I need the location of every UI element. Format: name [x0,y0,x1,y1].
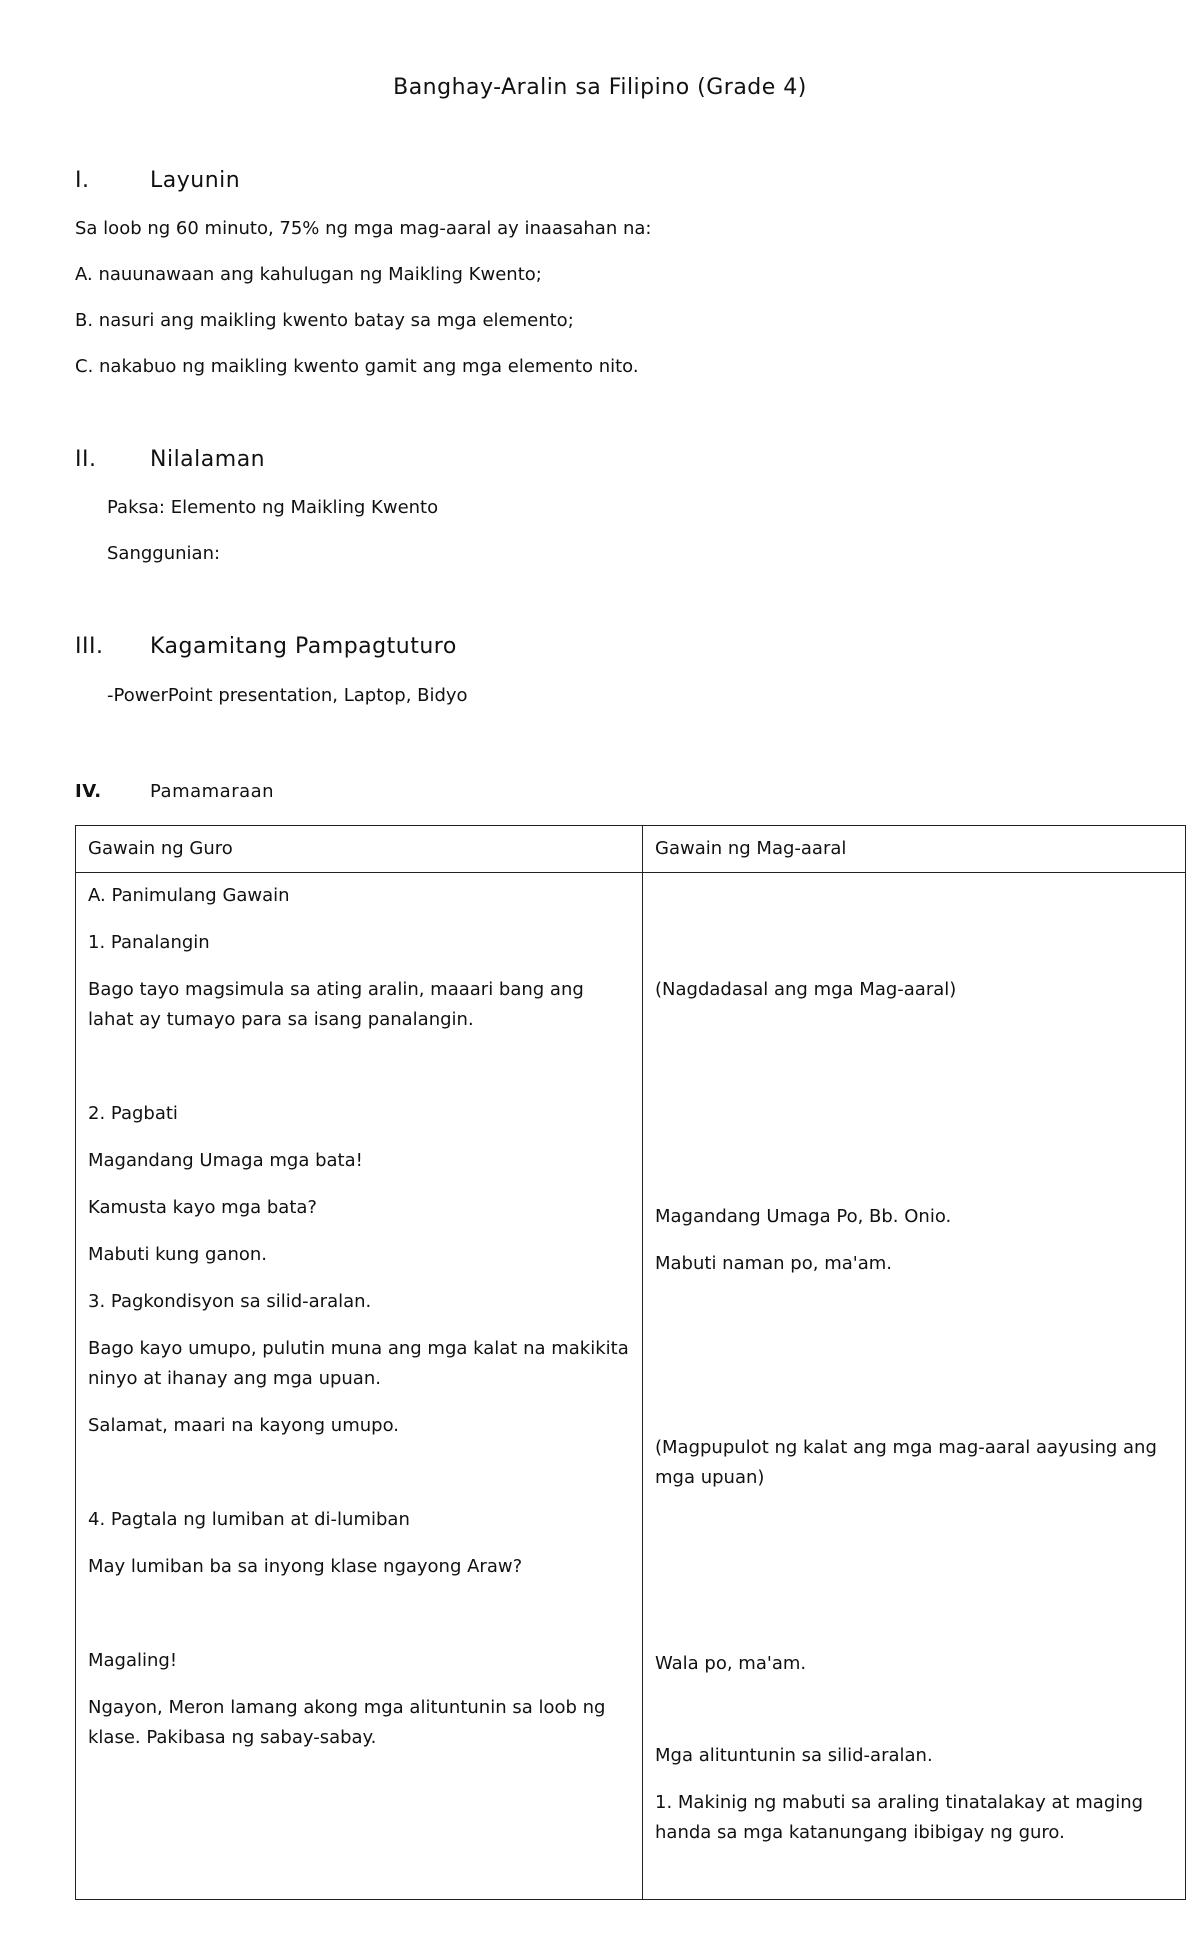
magaaral-line: Mabuti naman po, ma'am. [655,1253,892,1274]
objective-c: C. nakabuo ng maikling kwento gamit ang mga elemento nito. [75,356,639,377]
section-number: IV. [75,781,102,802]
guro-line: May lumiban ba sa inyong klase ngayong Araw? [88,1556,523,1577]
guro-line: Bago kayo umupo, pulutin muna ang mga kalat na makikita ninyo at ihanay ang mga upuan. [88,1338,629,1389]
header-magaaral: Gawain ng Mag-aaral [643,826,1186,873]
guro-line: Magaling! [88,1650,178,1671]
guro-line: Mabuti kung ganon. [88,1244,268,1265]
magaaral-line: Magandang Umaga Po, Bb. Onio. [655,1206,952,1227]
magaaral-line: Mga alituntunin sa silid-aralan. [655,1745,933,1766]
paksa-line: Paksa: Elemento ng Maikling Kwento [107,497,439,518]
guro-line: A. Panimulang Gawain [88,885,290,906]
guro-line: Kamusta kayo mga bata? [88,1197,317,1218]
section-number: I. [75,168,90,193]
section-title: Layunin [150,168,241,193]
guro-line: Ngayon, Meron lamang akong mga alituntunin sa loob ng klase. Pakibasa ng sabay-sabay. [88,1697,606,1748]
objective-a: A. nauunawaan ang kahulugan ng Maikling Kwento; [75,264,542,285]
sanggunian-line: Sanggunian: [107,543,221,564]
guro-line: 2. Pagbati [88,1103,178,1124]
section-layunin-heading [75,168,240,193]
section-title: Pamamaraan [150,781,275,802]
guro-line: 4. Pagtala ng lumiban at di-lumiban [88,1509,410,1530]
guro-line: Magandang Umaga mga bata! [88,1150,363,1171]
section-title: Kagamitang Pampagtuturo [150,634,457,659]
guro-line: 1. Panalangin [88,932,210,953]
magaaral-line: (Magpupulot ng kalat ang mga mag-aaral aayusing ang mga upuan) [655,1437,1157,1488]
magaaral-line: (Nagdadasal ang mga Mag-aaral) [655,979,957,1000]
magaaral-line: Wala po, ma'am. [655,1653,807,1674]
header-guro: Gawain ng Guro [76,826,643,873]
guro-cell [76,873,643,1900]
table-header-row [76,826,1186,873]
guro-line: Salamat, maari na kayong umupo. [88,1415,399,1436]
section-title: Nilalaman [150,447,266,472]
document-title: Banghay-Aralin sa Filipino (Grade 4) [393,75,807,100]
objectives-intro: Sa loob ng 60 minuto, 75% ng mga mag-aaral ay inaasahan na: [75,218,652,239]
section-nilalaman-heading [75,447,265,472]
guro-line: 3. Pagkondisyon sa silid-aralan. [88,1291,372,1312]
objective-b: B. nasuri ang maikling kwento batay sa mga elemento; [75,310,574,331]
magaaral-cell [643,873,1186,1900]
section-pamamaraan-heading [75,781,274,802]
section-number: II. [75,447,97,472]
table-row [76,873,1186,1900]
magaaral-line: 1. Makinig ng mabuti sa araling tinatalakay at maging handa sa mga katanungang ibibigay ng guro. [655,1792,1144,1843]
section-number: III. [75,634,104,659]
materials-line: -PowerPoint presentation, Laptop, Bidyo [107,685,468,706]
guro-line: Bago tayo magsimula sa ating aralin, maaari bang ang lahat ay tumayo para sa isang panalangin. [88,979,584,1030]
procedure-table [75,825,1186,1900]
section-kagamitan-heading [75,634,457,659]
